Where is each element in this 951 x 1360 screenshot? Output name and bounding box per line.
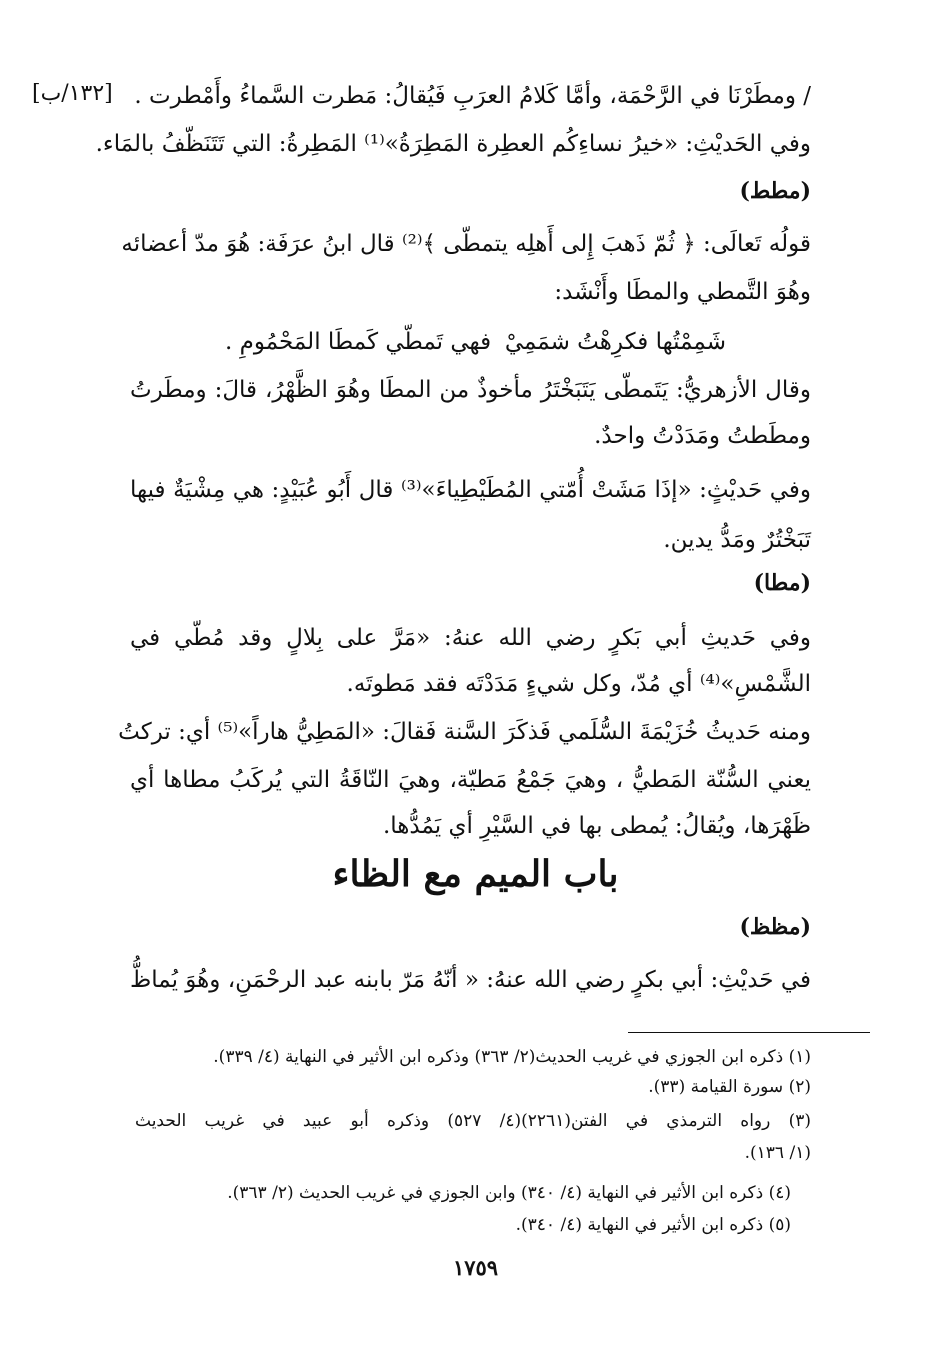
text-line: وهُوَ التَّمطي والمطَا وأَنْشَد: bbox=[554, 279, 811, 305]
text-line: وقال الأزهريُّ: يَتَمطّى يَتَبَخْتَرُ مأخوذٌ من المطَا وهُوَ الظَّهْرُ، قالَ: ومطَرتُ bbox=[130, 377, 811, 403]
footnote: (٢) سورة القيامة (٣٣). bbox=[648, 1077, 811, 1097]
root-heading: (مطط) bbox=[739, 178, 811, 204]
text-line: ظَهْرَها، ويُقالُ: يُمطى بها في السَّيْرِ أي يَمُدُّها. bbox=[382, 813, 811, 839]
footnote-continuation: (١/ ١٣٦). bbox=[744, 1143, 811, 1163]
text-line: وفي الحَديْثِ: «خيرُ نساءِكُم العطِرة المَطِرَةُ»⁽¹⁾ المَطِرةُ: التي تَتَنَظّفُ بالمَاء. bbox=[95, 131, 811, 157]
manuscript-folio-ref: [١٣٢/ب] bbox=[32, 81, 113, 106]
page-number: ١٧٥٩ bbox=[452, 1255, 499, 1280]
text-line: ومطَطتُ ومَدَدْتُ واحدٌ. bbox=[594, 423, 811, 449]
text-line: في حَديْثِ: أبي بكرٍ رضي الله عنهُ: « أنّهُ مَرّ بابنه عبد الرحْمَنِ، وهُوَ يُماظُّ bbox=[130, 967, 811, 993]
text-line: ومنه حَديثُ خُزَيْمَةَ السُّلَمي فَذكَرَ السَّنة فَقالَ: «المَطِيُّ هاراً»⁽⁵⁾ أي: تركتُ bbox=[118, 719, 811, 745]
text-line: وفي حَديثِ أبي بَكرٍ رضي الله عنهُ: «مَرَّ على بِلالٍ وقد مُطّي في bbox=[130, 625, 811, 651]
verse-second-hemistich: فهي تَمطّي كَمطَا المَحْمُومِ . bbox=[225, 329, 492, 355]
verse-first-hemistich: شَمِمْتُها فكرِهْتُ شمَمِيْ bbox=[504, 329, 726, 355]
text-line: تَبَخْتُرٌ ومَدُّ يدين. bbox=[663, 527, 811, 553]
footnote: (٥) ذكره ابن الأثير في النهاية (٤/ ٣٤٠). bbox=[515, 1215, 791, 1235]
chapter-title: باب الميم مع الظاء bbox=[332, 853, 619, 895]
footnote: (٣) رواه الترمذي في الفتن(٢٢٦١)(٤/ ٥٢٧) وذكره أبو عبيد في غريب الحديث bbox=[135, 1111, 811, 1131]
text-line: / ومطَرْنَا في الرَّحْمَة، وأمَّا كَلامُ العرَبِ فَيُقالُ: مَطرت السَّماءُ وأَمْطرت . bbox=[134, 83, 811, 109]
text-line: قولُه تَعالَى: ﴿ ثُمّ ذَهبَ إِلى أَهلِه يتمطّى ﴾⁽²⁾ قال ابنُ عرَفَة: هُوَ مدّ أعضائه bbox=[121, 231, 811, 257]
root-heading: (مظظ) bbox=[739, 914, 811, 940]
root-heading: (مطا) bbox=[753, 570, 811, 596]
footnote-separator bbox=[628, 1032, 870, 1033]
footnote: (٤) ذكره ابن الأثير في النهاية (٤/ ٣٤٠) وابن الجوزي في غريب الحديث (٢/ ٣٦٣). bbox=[227, 1183, 791, 1203]
text-line: وفي حَديْثٍ: «إذَا مَشَتْ أُمّتي المُطَيْطِياءَ»⁽³⁾ قال أَبُو عُبَيْدٍ: هي مِشْيَةٌ فيها bbox=[130, 477, 812, 503]
text-line: الشَّمْسِ»⁽⁴⁾ أي مُدّ، وكل شيءٍ مَدَدْتَه فقد مَطوتَه. bbox=[346, 671, 811, 697]
text-line: يعني السُّنّة المَطيُّ ، وهيَ جَمْعُ مَطيّة، وهيَ النّاقَةُ التي يُركَبُ مطاها أي bbox=[130, 767, 811, 793]
footnote: (١) ذكره ابن الجوزي في غريب الحديث(٢/ ٣٦٣) وذكره ابن الأثير في النهاية (٤/ ٣٣٩). bbox=[213, 1047, 811, 1067]
